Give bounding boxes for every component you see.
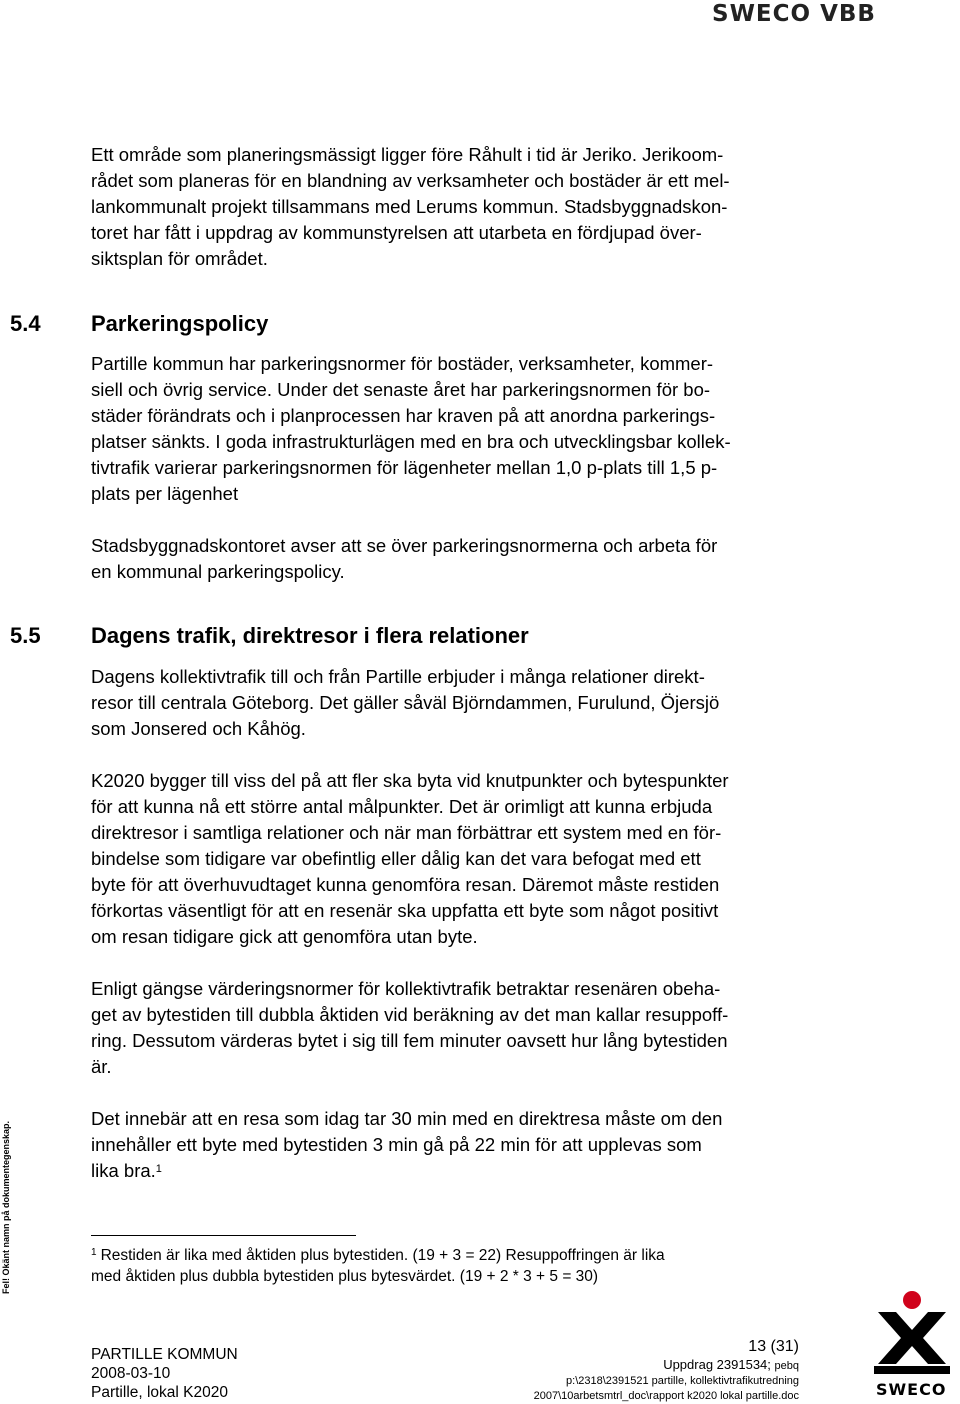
sweco-wordmark: SWECO [876,1380,947,1399]
text-line: förkortas väsentligt för att en resenär ska uppfatta ett byte som något positivt [91,900,719,921]
footnote-line [91,1245,665,1266]
text-line: siktsplan för området. [91,248,268,269]
heading-5-5 [10,622,529,650]
text-line: en kommunal parkeringspolicy. [91,561,345,582]
text-line: direktresor i samtliga relationer och när man förbättrar ett system med en för- [91,822,722,843]
paragraph-stadsbyggnadskontoret [91,533,717,585]
sweco-vbb-logo: SWECO VBB [712,1,876,27]
footnote-reference[interactable]: 1 [155,1163,162,1175]
text-line: byte för att överhuvudtaget kunna genomföra resan. Däremot måste restiden [91,874,720,895]
text-line: resor till centrala Göteborg. Det gäller såväl Björndammen, Furulund, Öjersjö [91,692,720,713]
heading-number: 5.4 [10,311,41,336]
footer-document-title: Partille, lokal K2020 [91,1384,228,1401]
text-line: rådet som planeras för en blandning av verksamheter och bostäder är ett mel- [91,170,730,191]
text-line: platser sänkts. I goda infrastrukturlägen med en bra och utvecklingsbar kollek- [91,431,731,452]
page-number: 13 (31) [748,1338,799,1355]
text-line: Ett område som planeringsmässigt ligger före Råhult i tid är Jeriko. Jerikoom- [91,144,724,165]
text-line: siell och övrig service. Under det senaste året har parkeringsnormen för bo- [91,379,711,400]
footer-right [534,1337,799,1404]
footer-left [91,1345,238,1402]
footer-assignment [534,1357,799,1374]
footnote-separator [91,1235,356,1236]
footnote-text: Restiden är lika med åktiden plus bytestiden. (19 + 3 = 22) Resuppoffringen är lika [100,1247,665,1264]
text-line: Det innebär att en resa som idag tar 30 min med en direktresa måste om den [91,1108,723,1129]
text-line: ring. Dessutom värderas bytet i sig till fem minuter oavsett hur lång bytestiden [91,1030,728,1051]
text-line: Stadsbyggnadskontoret avser att se över parkeringsnormerna och arbeta för [91,535,718,556]
text-line: för att kunna nå ett större antal målpunkter. Det är orimligt att kunna erbjuda [91,796,713,817]
footer-organization: PARTILLE KOMMUN [91,1346,238,1363]
assignment-number: Uppdrag 2391534; [663,1357,771,1372]
text-line: som Jonsered och Kåhög. [91,718,306,739]
paragraph-resa-exempel [91,1106,722,1184]
file-path: 2007\10arbetsmtrl_doc\rapport k2020 lokal partille.doc [533,1390,799,1402]
footer-date: 2008-03-10 [91,1365,171,1382]
assignment-initials: pebq [774,1360,799,1372]
text-line: städer förändrats och i planprocessen har kraven på att anordna parkerings- [91,405,716,426]
heading-title: Dagens trafik, direktresor i flera relationer [91,623,529,648]
text-line: innehåller ett byte med bytestiden 3 min gå på 22 min för att upplevas som [91,1134,702,1155]
footnote-line: med åktiden plus dubbla bytestiden plus bytesvärdet. (19 + 2 * 3 + 5 = 30) [91,1268,599,1285]
heading-5-4 [10,310,268,338]
paragraph-dagens-kollektivtrafik [91,664,719,742]
paragraph-jeriko [91,142,730,272]
text-line: lankommunalt projekt tillsammans med Lerums kommun. Stadsbyggnadskon- [91,196,728,217]
text-line: toret har fått i uppdrag av kommunstyrelsen att utarbeta en fördjupad över- [91,222,702,243]
paragraph-varderingsnormer [91,976,728,1080]
text-line: Enligt gängse värderingsnormer för kollektivtrafik betraktar resenären obeha- [91,978,721,999]
text-line [91,1158,722,1184]
paragraph-k2020 [91,768,729,950]
paragraph-parkeringsnormer [91,351,731,507]
text-line: Partille kommun har parkeringsnormer för bostäder, verksamheter, kommer- [91,353,714,374]
text-line: är. [91,1056,112,1077]
file-path: p:\2318\2391521 partille, kollektivtrafikutredning [566,1375,799,1387]
text-line: Dagens kollektivtrafik till och från Partille erbjuder i många relationer direkt- [91,666,705,687]
footnote-number: 1 [91,1247,97,1258]
document-property-error: Fel! Okänt namn på dokumentegenskap. [1,1120,11,1294]
sweco-logo [870,1290,954,1402]
text-line: plats per lägenhet [91,483,239,504]
text-line: K2020 bygger till viss del på att fler ska byta vid knutpunkter och bytespunkter [91,770,729,791]
sweco-logo-mark [870,1290,954,1380]
text-line: get av bytestiden till dubbla åktiden vid beräkning av det man kallar resuppoff- [91,1004,729,1025]
heading-title: Parkeringspolicy [91,311,269,336]
footnote [91,1245,665,1287]
text-line-content: lika bra. [91,1160,156,1181]
heading-number: 5.5 [10,623,41,648]
text-line: tivtrafik varierar parkeringsnormen för lägenheter mellan 1,0 p-plats till 1,5 p- [91,457,718,478]
text-line: om resan tidigare gick att genomföra utan byte. [91,926,478,947]
text-line: bindelse som tidigare var obefintlig eller dålig kan det vara befogat med ett [91,848,701,869]
